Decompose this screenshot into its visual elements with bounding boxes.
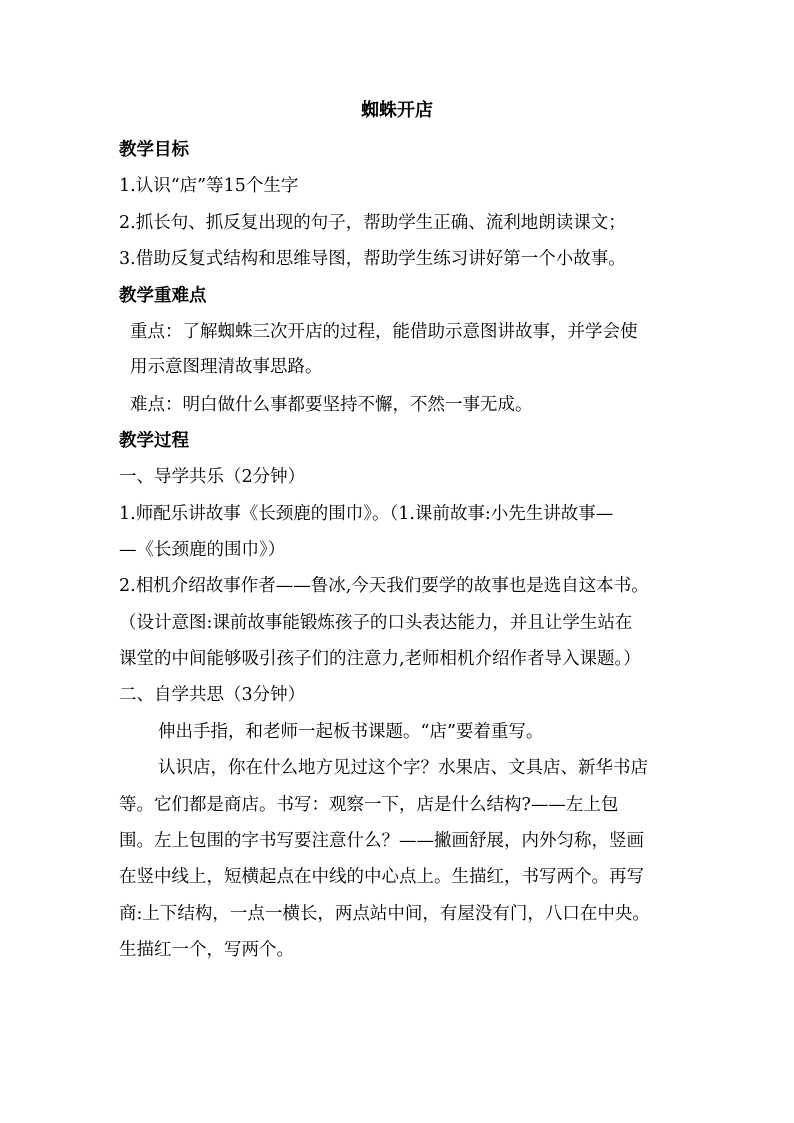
part2-line: 伸出手指，和老师一起板书课题。“店”要着重写。 [158,722,544,742]
part2-line: 等。它们都是商店。书写：观察一下，店是什么结构?——左上包 [119,795,619,815]
goal-item: 1.认识“店”等15个生字 [119,176,299,196]
part1-heading: 一、导学共乐（2分钟） [119,467,306,487]
part1-line: 课堂的中间能够吸引孩子们的注意力,老师相机介绍作者导入课题。） [119,649,641,669]
goals-heading: 教学目标 [119,140,189,160]
part1-line: （设计意图:课前故事能锻炼孩子的口头表达能力，并且让学生站在 [119,613,633,633]
goal-item: 3.借助反复式结构和思维导图，帮助学生练习讲好第一个小故事。 [119,249,626,269]
part2-heading: 二、自学共思（3分钟） [119,685,306,705]
part2-line: 生描红一个，写两个。 [119,940,294,960]
process-heading: 教学过程 [119,431,189,451]
part1-line: —《长颈鹿的围巾》） [119,540,286,560]
part2-line: 商:上下结构，一点一横长，两点站中间，有屋没有门，八口在中央。 [119,904,650,924]
difficulty-line: 难点：明白做什么事都要坚持不懈，不然一事无成。 [130,395,533,415]
part2-line: 认识店，你在什么地方见过这个字？水果店、文具店、新华书店 [158,758,648,778]
key-point-line: 重点：了解蜘蛛三次开店的过程，能借助示意图讲故事，并学会使 [130,322,638,342]
key-points-heading: 教学重难点 [119,286,207,306]
part1-line: 2.相机介绍故事作者——鲁冰,今天我们要学的故事也是选自这本书。 [119,576,649,596]
part2-line: 在竖中线上，短横起点在中线的中心点上。生描红，书写两个。再写 [119,867,644,887]
goal-item: 2.抓长句、抓反复出现的句子，帮助学生正确、流利地朗读课文； [119,213,626,233]
document-title: 蜘蛛开店 [361,100,433,121]
part1-line: 1.师配乐讲故事《长颈鹿的围巾》。（1.课前故事:小先生讲故事— [119,504,614,524]
key-point-line: 用示意图理清故事思路。 [130,357,323,377]
part2-line: 围。左上包围的字书写要注意什么？——撇画舒展，内外匀称，竖画 [119,831,644,851]
